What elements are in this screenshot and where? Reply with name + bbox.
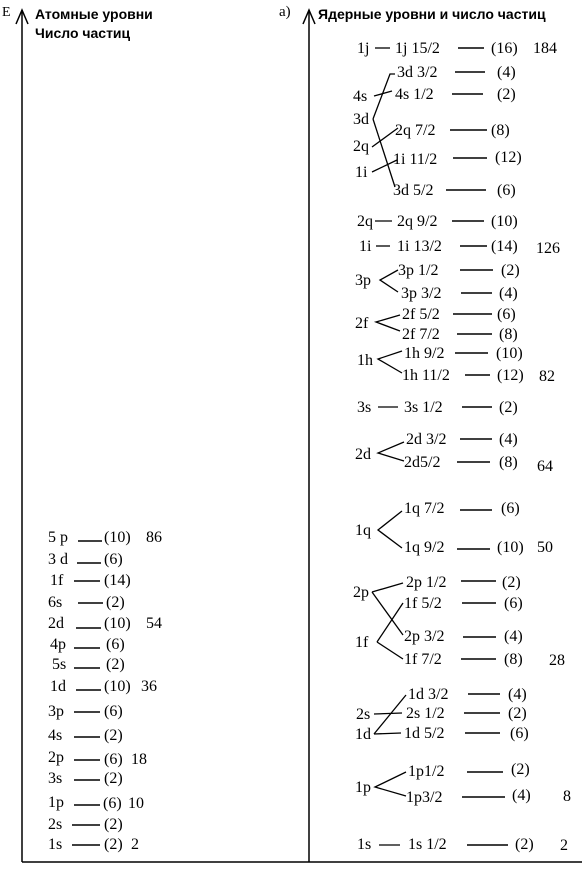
parent-label-2p: 2p [353,584,369,601]
atomic-orbital-label: 1f [50,572,64,589]
atomic-orbital-label: 5 p [48,529,68,546]
sublevel-count: (2) [502,574,521,591]
sublevel-count: (4) [497,64,516,81]
sublevel-count: (4) [504,628,523,645]
sublevel-magic-number: 2 [560,837,568,854]
sublevel-label: 2d5/2 [404,454,441,471]
sublevel-count: (8) [499,454,518,471]
connector-1d-lower [374,733,401,734]
atomic-orbital-label: 2s [48,816,63,833]
parent-label-1p: 1p [355,779,371,796]
sublevel-label: 3d 3/2 [397,64,438,81]
atomic-orbital-label: 6s [48,594,63,611]
sublevel-label: 2f 5/2 [402,306,440,323]
sublevel-label: 1q 9/2 [404,539,445,556]
parent-label-4s: 4s [353,88,368,105]
nuclear-parent-levels [353,40,373,853]
connector-1q [378,511,402,548]
sublevel-count: (8) [504,651,523,668]
parent-label-1q: 1q [355,522,371,539]
sublevel-count: (2) [508,705,527,722]
parent-label-2q: 2q [353,138,369,155]
parent-label-3d: 3d [353,111,369,128]
nuclear-sublevels [393,40,571,854]
sublevel-count: (2) [511,761,530,778]
atomic-count: (6) [104,751,123,768]
parent-label-1d: 1d [355,726,371,743]
sublevel-count: (4) [508,686,527,703]
sublevel-label: 4s 1/2 [395,86,434,103]
atomic-orbital-label: 3p [48,703,64,720]
sublevel-label: 2s 1/2 [406,705,445,722]
sublevel-count: (8) [499,326,518,343]
atomic-count: (10) [104,678,131,695]
panel-marker: а) [279,4,291,20]
sublevel-count: (2) [497,86,516,103]
sublevel-label: 2f 7/2 [402,326,440,343]
connector-2p-lower [372,592,403,635]
sublevel-label: 3d 5/2 [393,182,434,199]
sublevel-magic-number: 8 [563,788,571,805]
atomic-orbital-label: 3s [48,770,63,787]
sublevel-count: (6) [501,500,520,517]
atomic-orbital-label: 3 d [48,551,68,568]
nuclear-title: Ядерные уровни и число частиц [318,6,546,22]
sublevel-label: 2d 3/2 [406,431,447,448]
atomic-orbital-label: 1s [48,836,63,853]
sublevel-label: 3s 1/2 [404,399,443,416]
sublevel-count: (6) [497,182,516,199]
sublevel-label: 2q 9/2 [397,213,438,230]
parent-label-3s: 3s [357,399,372,416]
sublevel-label: 1j 15/2 [395,40,440,57]
atomic-orbital-label: 5s [52,656,67,673]
sublevel-count: (2) [515,836,534,853]
sublevel-label: 3p 1/2 [398,262,439,279]
atomic-magic-number: 2 [131,836,139,853]
connector-1f-upper [377,603,403,642]
atomic-magic-number: 54 [146,615,162,632]
parent-label-2f: 2f [355,315,369,332]
sublevel-count: (10) [497,539,524,556]
sublevel-count: (12) [497,367,524,384]
atomic-title: Атомные уровни [35,6,153,22]
parent-label-1f: 1f [355,634,369,651]
sublevel-count: (14) [491,238,518,255]
sublevel-label: 2p 1/2 [406,574,447,591]
atomic-count: (2) [104,727,123,744]
sublevel-count: (10) [491,213,518,230]
sublevel-count: (8) [491,122,510,139]
sublevel-count: (2) [501,262,520,279]
parent-label-2d: 2d [355,446,371,463]
atomic-count: (6) [104,551,123,568]
atomic-orbital-label: 2d [48,615,64,632]
sublevel-count: (4) [499,285,518,302]
atomic-count: (2) [104,770,123,787]
parent-label-1h: 1h [357,352,373,369]
atomic-orbital-label: 2p [48,749,64,766]
sublevel-count: (6) [497,306,516,323]
atomic-orbital-label: 4s [48,727,63,744]
atomic-count: (6) [104,703,123,720]
connector-3p [380,270,398,292]
connector-2d [378,442,404,461]
energy-axis-label: E [2,5,11,20]
connector-2p-upper [372,583,403,592]
sublevel-magic-number: 184 [533,40,557,57]
sublevel-label: 1h 9/2 [404,345,445,362]
sublevel-count: (2) [499,399,518,416]
atomic-magic-number: 18 [131,751,147,768]
atomic-count: (6) [103,795,122,812]
atomic-count: (6) [106,636,125,653]
sublevel-magic-number: 64 [537,458,553,475]
parent-label-2s: 2s [356,706,371,723]
connector-1d-upper [374,695,406,734]
sublevel-label: 1p3/2 [406,789,443,806]
connector-1p [375,772,406,796]
sublevel-count: (10) [496,345,523,362]
sublevel-magic-number: 82 [539,368,555,385]
sublevel-label: 2q 7/2 [395,122,436,139]
sublevel-label: 1i 13/2 [397,238,442,255]
atomic-count: (10) [104,529,131,546]
sublevel-count: (4) [499,431,518,448]
sublevel-magic-number: 28 [549,652,565,669]
sublevel-label: 1h 11/2 [402,367,450,384]
atomic-count: (2) [104,836,123,853]
connector-1h [378,351,402,373]
sublevel-label: 1s 1/2 [408,836,447,853]
parent-label-2q: 2q [357,213,373,230]
atomic-magic-number: 86 [146,529,162,546]
atomic-count: (2) [104,816,123,833]
sublevel-count: (6) [510,725,529,742]
atomic-magic-number: 36 [141,678,157,695]
parent-label-1j: 1j [357,40,370,57]
sublevel-label: 1f 7/2 [404,651,442,668]
atomic-orbital-label: 1p [48,794,64,811]
atomic-count: (10) [104,615,131,632]
parent-label-1i: 1i [355,164,368,181]
parent-label-1i: 1i [359,238,372,255]
sublevel-count: (12) [495,149,522,166]
connector-1f-lower [377,642,403,659]
sublevel-label: 1d 5/2 [404,725,445,742]
atomic-magic-number: 10 [128,795,144,812]
sublevel-magic-number: 50 [537,539,553,556]
atomic-count: (14) [104,572,131,589]
sublevel-label: 1i 11/2 [393,151,438,168]
sublevel-label: 1d 3/2 [408,686,449,703]
sublevel-label: 1p1/2 [408,763,445,780]
atomic-orbital-label: 1d [50,678,66,695]
connector-3d-upper [373,74,395,119]
atomic-count: (2) [106,656,125,673]
parent-label-1s: 1s [357,836,372,853]
atomic-levels [48,529,162,853]
sublevel-label: 3p 3/2 [401,285,442,302]
atomic-subtitle: Число частиц [35,25,131,41]
sublevel-label: 2p 3/2 [404,628,445,645]
sublevel-label: 1f 5/2 [404,595,442,612]
connector-2s [374,713,402,714]
sublevel-count: (6) [504,595,523,612]
atomic-orbital-label: 4p [50,636,66,653]
sublevel-count: (4) [512,787,531,804]
atomic-count: (2) [106,594,125,611]
sublevel-magic-number: 126 [536,240,560,257]
sublevel-label: 1q 7/2 [404,500,445,517]
parent-label-3p: 3p [355,272,371,289]
sublevel-count: (16) [491,40,518,57]
connector-3d-lower [373,119,395,187]
connector-2f [376,315,400,331]
